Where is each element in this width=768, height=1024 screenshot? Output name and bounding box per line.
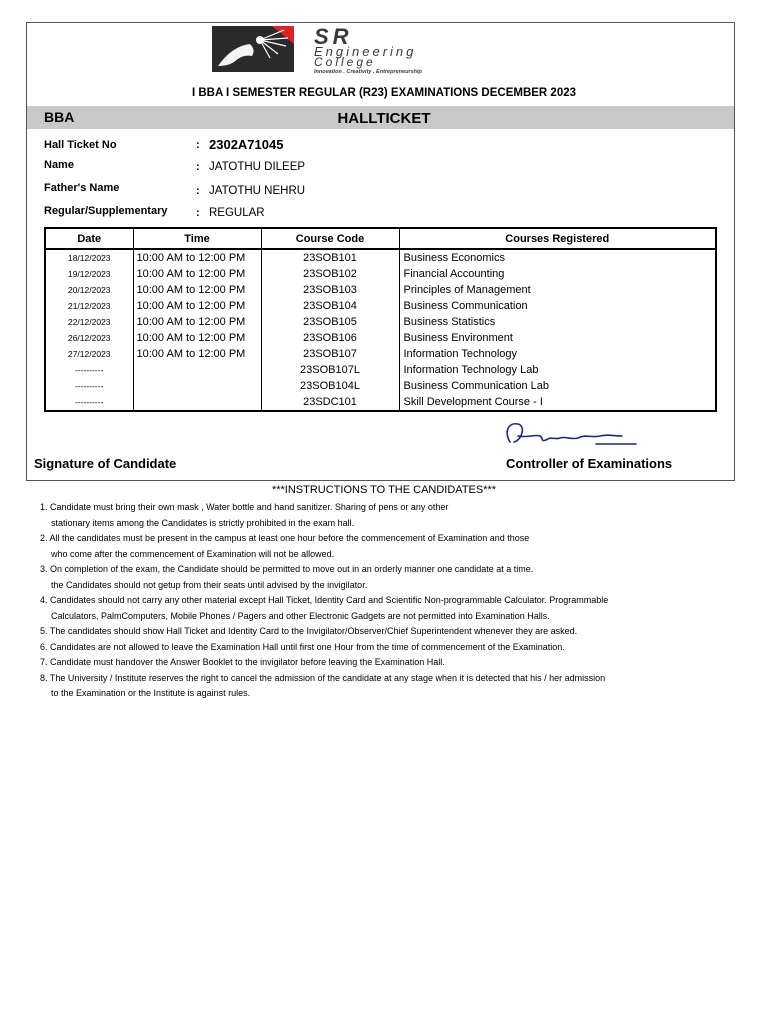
cell-course-code: 23SDC101 xyxy=(261,394,399,411)
cell-time: 10:00 AM to 12:00 PM xyxy=(133,314,261,330)
table-row xyxy=(45,330,716,346)
cell-date: 20/12/2023 xyxy=(45,282,133,298)
college-name-college: College xyxy=(314,55,376,69)
hall-ticket-label: Hall Ticket No xyxy=(44,139,117,151)
cell-course: Business Statistics xyxy=(399,314,716,330)
father-name-label: Father's Name xyxy=(44,182,120,194)
hall-ticket-value: 2302A71045 xyxy=(209,137,284,152)
instruction-line: the Candidates should not getup from their seats until advised by the invigilator. xyxy=(51,579,368,590)
header-time: Time xyxy=(133,228,261,249)
cell-time xyxy=(133,394,261,411)
regular-supplementary-label: Regular/Supplementary xyxy=(44,205,168,217)
instruction-line: 5. The candidates should show Hall Ticket and Identity Card to the Invigilator/Observer/Chief Superintendent whenever they are asked. xyxy=(40,626,578,636)
college-emblem-icon xyxy=(212,26,294,72)
cell-time xyxy=(133,378,261,394)
instruction-item xyxy=(40,593,680,702)
table-row xyxy=(45,394,716,411)
cell-date: ---------- xyxy=(45,362,133,378)
program-label: BBA xyxy=(44,109,75,125)
table-row xyxy=(45,314,716,330)
college-tagline: Innovation . Creativity . Entrepreneurship xyxy=(314,69,422,74)
name-value: JATOTHU DILEEP xyxy=(209,161,306,173)
colon: : xyxy=(196,139,200,151)
table-row xyxy=(45,362,716,378)
cell-time: 10:00 AM to 12:00 PM xyxy=(133,298,261,314)
table-row xyxy=(45,266,716,282)
instructions-heading: ***INSTRUCTIONS TO THE CANDIDATES*** xyxy=(271,484,497,496)
document-title: HALLTICKET xyxy=(337,110,431,127)
instruction-line: 6. Candidates are not allowed to leave the Examination Hall until first one Hour from the time of commencement of the Examination. xyxy=(40,641,565,652)
controller-signature-label: Controller of Examinations xyxy=(506,456,673,471)
cell-course-code: 23SOB107 xyxy=(261,346,399,362)
cell-time xyxy=(133,362,261,378)
cell-time: 10:00 AM to 12:00 PM xyxy=(133,266,261,282)
exam-schedule-table xyxy=(44,227,717,412)
cell-time: 10:00 AM to 12:00 PM xyxy=(133,249,261,266)
table-row xyxy=(45,249,716,266)
instruction-line: 1. Candidate must bring their own mask , Water bottle and hand sanitizer. Sharing of pens or any other xyxy=(40,502,449,512)
cell-course: Principles of Management xyxy=(399,282,716,298)
header-course-code: Course Code xyxy=(261,228,399,249)
cell-course: Information Technology Lab xyxy=(399,362,716,378)
cell-course-code: 23SOB106 xyxy=(261,330,399,346)
cell-date: 18/12/2023 xyxy=(45,249,133,266)
regular-supplementary-value: REGULAR xyxy=(209,207,265,219)
table-row xyxy=(45,298,716,314)
colon: : xyxy=(196,207,200,219)
cell-time: 10:00 AM to 12:00 PM xyxy=(133,282,261,298)
college-name-engineering: Engineering xyxy=(314,44,417,59)
table-row xyxy=(45,378,716,394)
cell-course-code: 23SOB107L xyxy=(261,362,399,378)
cell-date: 26/12/2023 xyxy=(45,330,133,346)
cell-time: 10:00 AM to 12:00 PM xyxy=(133,346,261,362)
candidate-signature-label: Signature of Candidate xyxy=(34,456,177,471)
cell-course-code: 23SOB104 xyxy=(261,298,399,314)
cell-course-code: 23SOB105 xyxy=(261,314,399,330)
cell-date: 27/12/2023 xyxy=(45,346,133,362)
instruction-item xyxy=(40,500,680,593)
cell-course-code: 23SOB103 xyxy=(261,282,399,298)
cell-course-code: 23SOB102 xyxy=(261,266,399,282)
college-name-sr: SR xyxy=(314,26,353,49)
instruction-line: 8. The University / Institute reserves the right to cancel the admission of the candidate at any stage when it is detected that his / her admission xyxy=(40,672,606,683)
cell-course: Skill Development Course - I xyxy=(399,394,716,411)
table-row xyxy=(45,346,716,362)
table-header-row xyxy=(45,228,716,249)
colon: : xyxy=(196,161,200,173)
cell-course: Business Environment xyxy=(399,330,716,346)
controller-signature xyxy=(500,414,640,454)
father-name-value: JATOTHU NEHRU xyxy=(209,185,306,197)
instruction-line: to the Examination or the Institute is against rules. xyxy=(51,688,251,698)
colon: : xyxy=(196,185,200,197)
college-logo xyxy=(212,26,722,74)
instruction-line: stationary items among the Candidates is strictly prohibited in the exam hall. xyxy=(51,517,355,528)
table-row xyxy=(45,282,716,298)
name-label: Name xyxy=(44,159,74,171)
instruction-line: who come after the commencement of Examination will not be allowed. xyxy=(51,548,335,559)
header-courses-registered: Courses Registered xyxy=(399,228,716,249)
cell-course: Information Technology xyxy=(399,346,716,362)
cell-course: Business Economics xyxy=(399,249,716,266)
header-date: Date xyxy=(45,228,133,249)
cell-date: ---------- xyxy=(45,378,133,394)
exam-title: I BBA I SEMESTER REGULAR (R23) EXAMINATIONS DECEMBER 2023 xyxy=(191,87,577,99)
cell-course: Business Communication xyxy=(399,298,716,314)
cell-course-code: 23SOB101 xyxy=(261,249,399,266)
cell-course: Business Communication Lab xyxy=(399,378,716,394)
cell-date: 21/12/2023 xyxy=(45,298,133,314)
instruction-line: 7. Candidate must handover the Answer Booklet to the invigilator before leaving the Examination Hall. xyxy=(40,657,445,667)
instruction-line: 3. On completion of the exam, the Candidate should be permitted to move out in an orderly manner one candidate at a time. xyxy=(40,564,534,574)
cell-date: ---------- xyxy=(45,394,133,411)
instruction-line: 2. All the candidates must be present in the campus at least one hour before the commencement of Examination and those xyxy=(40,533,530,543)
cell-date: 19/12/2023 xyxy=(45,266,133,282)
college-wordmark xyxy=(312,26,712,74)
cell-time: 10:00 AM to 12:00 PM xyxy=(133,330,261,346)
cell-course-code: 23SOB104L xyxy=(261,378,399,394)
cell-course: Financial Accounting xyxy=(399,266,716,282)
instruction-line: 4. Candidates should not carry any other material except Hall Ticket, Identity Card and Scientific Non-programmable Calculator. Programmable xyxy=(40,595,609,605)
instruction-line: Calculators, PalmComputers, Mobile Phones / Pagers and other Electronic Gadgets are not permitted into Examination Halls. xyxy=(51,610,550,621)
cell-date: 22/12/2023 xyxy=(45,314,133,330)
